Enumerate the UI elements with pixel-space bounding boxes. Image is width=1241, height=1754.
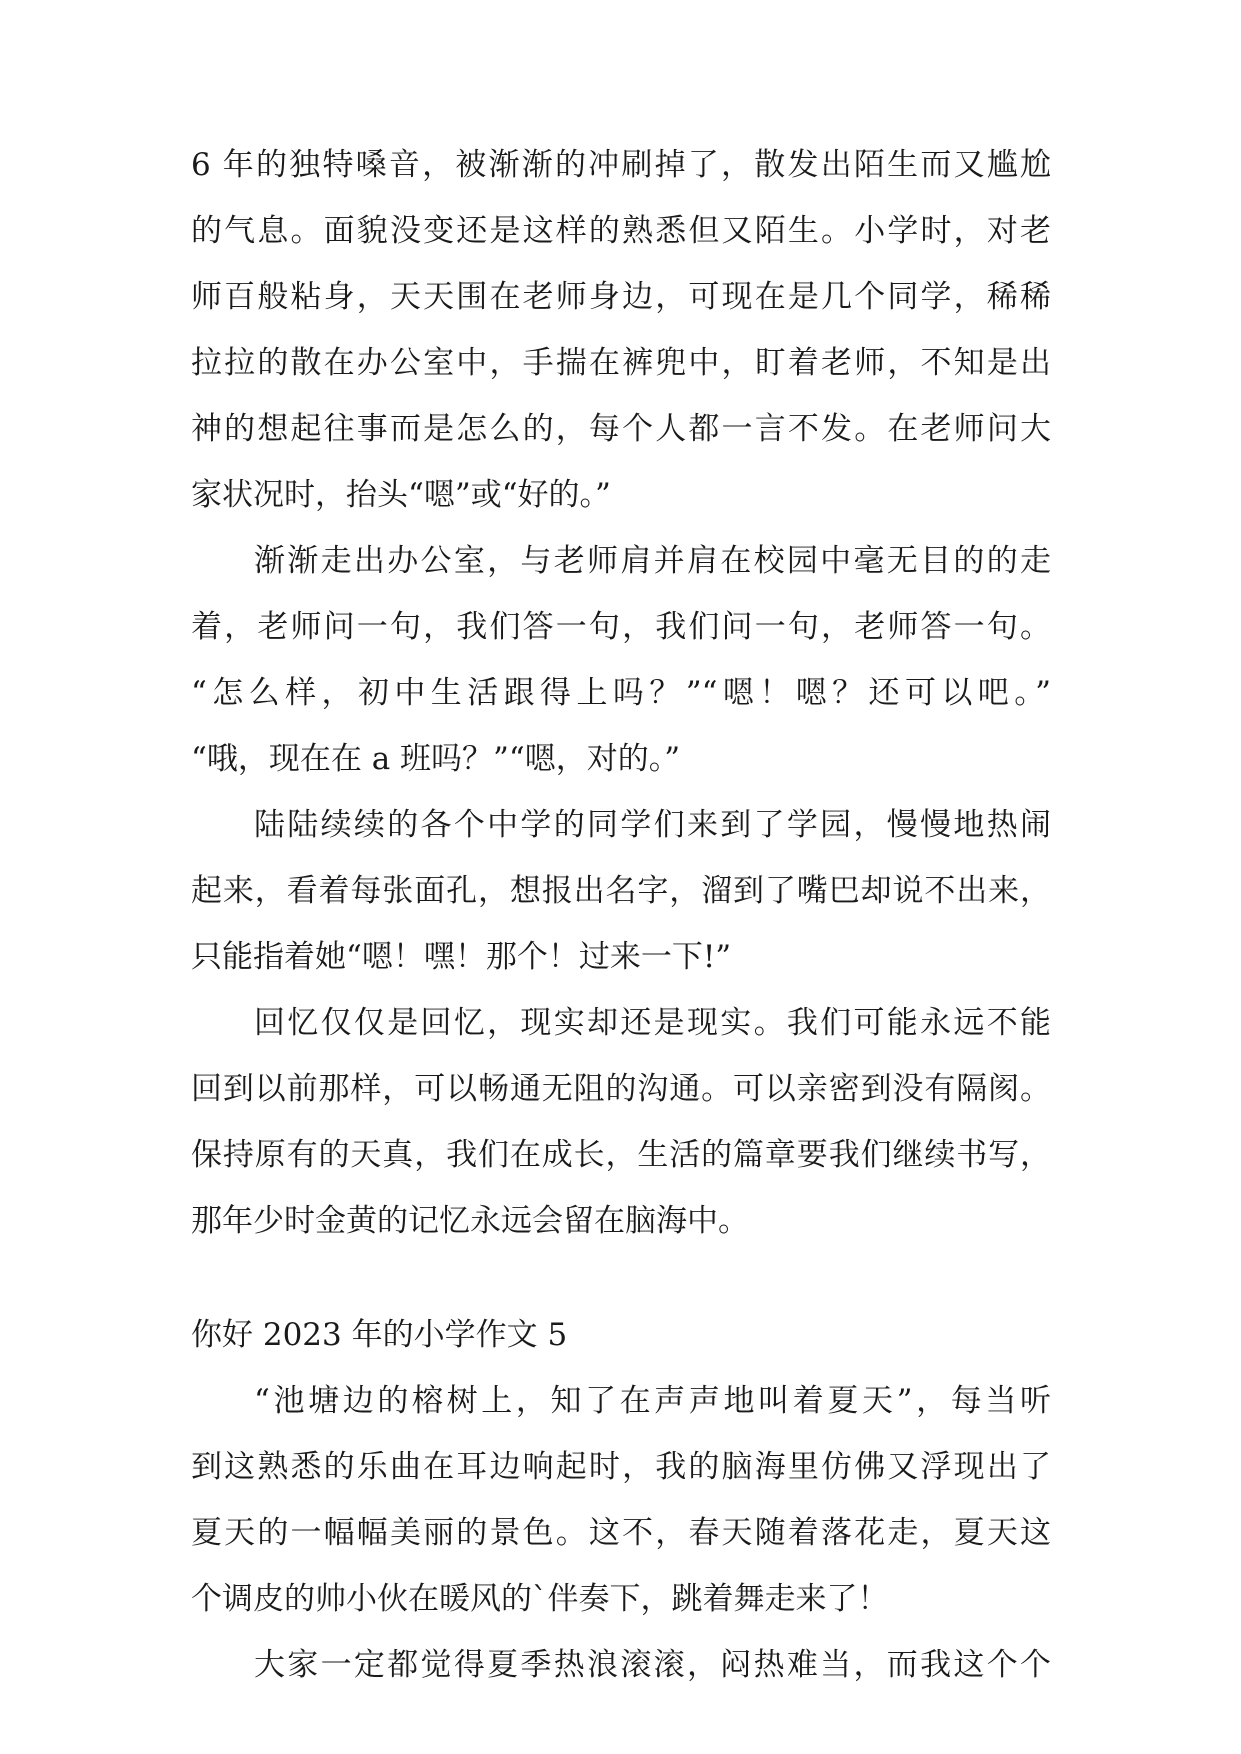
paragraph-line: 渐渐走出办公室，与老师肩并肩在校园中毫无目的的走 [254, 543, 1051, 579]
paragraph-line: 回忆仅仅是回忆，现实却还是现实。我们可能永远不能 [254, 1005, 1051, 1041]
paragraph-line: 6 年的独特嗓音，被渐渐的冲刷掉了，散发出陌生而又尴尬 [191, 147, 1051, 183]
paragraph-line: 的气息。面貌没变还是这样的熟悉但又陌生。小学时，对老 [191, 213, 1051, 249]
paragraph-line: 夏天的一幅幅美丽的景色。这不，春天随着落花走，夏天这 [191, 1515, 1051, 1551]
section-title: 你好 2023 年的小学作文 5 [191, 1317, 568, 1353]
paragraph-line: 师百般粘身，天天围在老师身边，可现在是几个同学，稀稀 [191, 279, 1051, 315]
paragraph-line: 陆陆续续的各个中学的同学们来到了学园，慢慢地热闹 [254, 807, 1051, 843]
paragraph-line: 拉拉的散在办公室中，手揣在裤兜中，盯着老师，不知是出 [191, 345, 1051, 381]
paragraph-line: 到这熟悉的乐曲在耳边响起时，我的脑海里仿佛又浮现出了 [191, 1449, 1051, 1485]
paragraph-line: 只能指着她“嗯！嘿！那个！过来一下!” [191, 939, 732, 975]
paragraph-line: “池塘边的榕树上，知了在声声地叫着夏天”，每当听 [254, 1383, 1051, 1419]
paragraph-line: 神的想起往事而是怎么的，每个人都一言不发。在老师问大 [191, 411, 1051, 447]
paragraph-line: 着，老师问一句，我们答一句，我们问一句，老师答一句。 [191, 609, 1051, 645]
paragraph-line: 回到以前那样，可以畅通无阻的沟通。可以亲密到没有隔阂。 [191, 1071, 1051, 1107]
paragraph-line: “哦，现在在 a 班吗？”“嗯，对的。” [191, 741, 681, 777]
paragraph-line: 保持原有的天真，我们在成长，生活的篇章要我们继续书写， [191, 1137, 1051, 1173]
paragraph-line: 那年少时金黄的记忆永远会留在脑海中。 [191, 1203, 749, 1239]
paragraph-line: 个调皮的帅小伙在暖风的`伴奏下，跳着舞走来了！ [191, 1581, 889, 1617]
paragraph-line: 家状况时，抬头“嗯”或“好的。” [191, 477, 611, 513]
paragraph-line: 起来，看着每张面孔，想报出名字，溜到了嘴巴却说不出来， [191, 873, 1051, 909]
paragraph-line: 大家一定都觉得夏季热浪滚滚，闷热难当，而我这个个 [254, 1647, 1051, 1683]
paragraph-line: “怎么样，初中生活跟得上吗？”“嗯！嗯？还可以吧。” [191, 675, 1051, 711]
